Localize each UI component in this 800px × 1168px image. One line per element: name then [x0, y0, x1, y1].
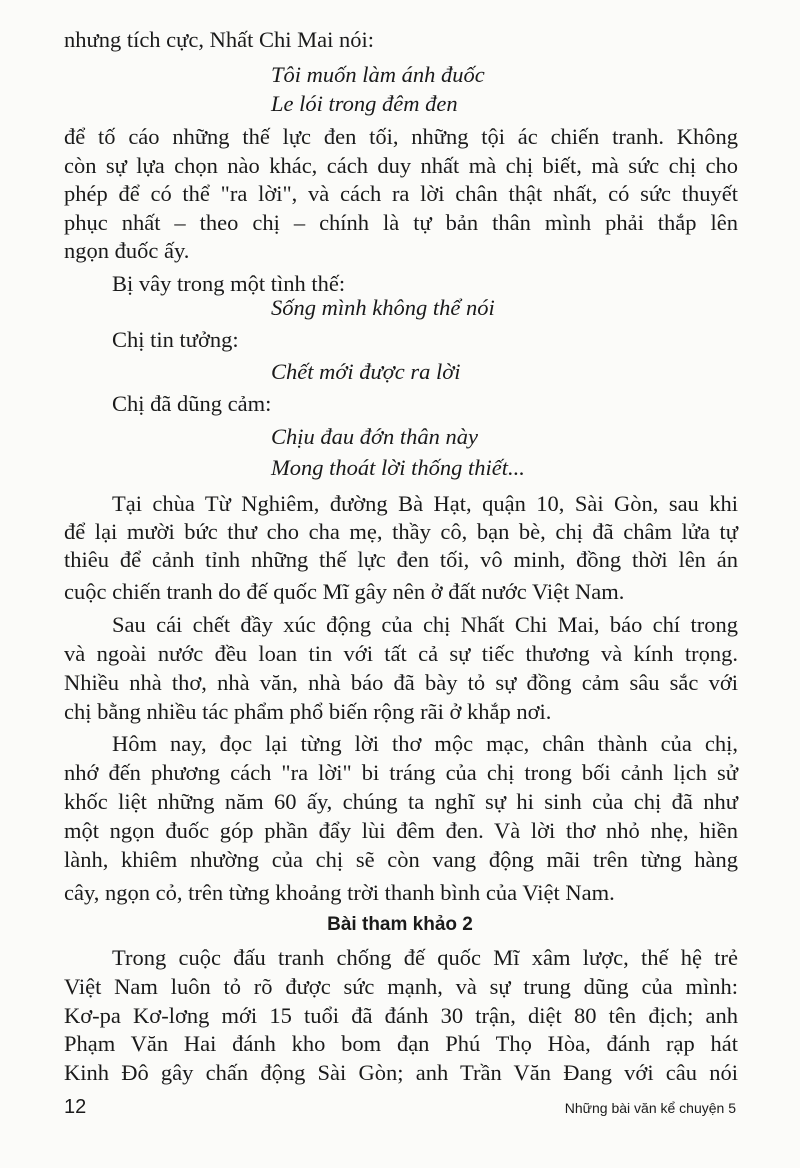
book-title-footer: Những bài văn kể chuyện 5: [564, 1100, 736, 1116]
text-line: phục nhất – theo chị – chính là tự bản thân mình phải thắp lên: [64, 210, 738, 235]
text-line: Nhiều nhà thơ, nhà văn, nhà báo đã bày tỏ sự đồng cảm sâu sắc với: [64, 670, 738, 695]
text-line: ngọn đuốc ấy.: [64, 238, 190, 263]
text-line: còn sự lựa chọn nào khác, cách duy nhất mà chị biết, mà sức chị cho: [64, 153, 738, 178]
text-line: Phạm Văn Hai đánh kho bom đạn Phú Thọ Hòa, đánh rạp hát: [64, 1031, 738, 1056]
text-line: Kinh Đô gây chấn động Sài Gòn; anh Trần Văn Đang với câu nói: [64, 1060, 738, 1085]
verse-line: Le lói trong đêm đen: [271, 91, 458, 116]
text-line: Bị vây trong một tình thế:: [112, 271, 346, 296]
text-line: thiêu để cảnh tỉnh những thế lực đen tối, vô minh, đồng thời lên án: [64, 547, 738, 572]
text-line: Tại chùa Từ Nghiêm, đường Bà Hạt, quận 10, Sài Gòn, sau khi: [112, 491, 738, 516]
page-number: 12: [64, 1096, 87, 1118]
text-line: lành, khiêm nhường của chị sẽ còn vang động mãi trên từng hàng: [64, 847, 738, 872]
text-line: Trong cuộc đấu tranh chống đế quốc Mĩ xâm lược, thế hệ trẻ: [112, 945, 738, 970]
verse-line: Mong thoát lời thống thiết...: [271, 455, 525, 480]
verse-line: Chết mới được ra lời: [271, 359, 461, 384]
text-line: và ngoài nước đều loan tin với tất cả sự tiếc thương và kính trọng.: [64, 641, 738, 666]
text-line: để tố cáo những thế lực đen tối, những tội ác chiến tranh. Không: [64, 124, 738, 149]
text-line: cuộc chiến tranh do đế quốc Mĩ gây nên ở đất nước Việt Nam.: [64, 579, 625, 604]
text-line: nhớ đến phương cách "ra lời" bi tráng của chị trong bối cảnh lịch sử: [64, 760, 738, 785]
verse-line: Tôi muốn làm ánh đuốc: [271, 62, 485, 87]
text-line: khốc liệt những năm 60 ấy, chúng ta nghĩ sự hi sinh của chị đã như: [64, 789, 738, 814]
section-heading: Bài tham khảo 2: [327, 914, 473, 935]
text-line: Hôm nay, đọc lại từng lời thơ mộc mạc, chân thành của chị,: [112, 731, 738, 756]
verse-line: Sống mình không thể nói: [271, 295, 495, 320]
text-line: để lại mười bức thư cho cha mẹ, thầy cô, bạn bè, chị đã châm lửa tự: [64, 519, 738, 544]
text-line: Sau cái chết đầy xúc động của chị Nhất Chi Mai, báo chí trong: [112, 612, 738, 637]
text-line: Việt Nam luôn tỏ rõ được sức mạnh, và sự trung dũng của mình:: [64, 974, 738, 999]
text-line: một ngọn đuốc góp phần đẩy lùi đêm đen. Và lời thơ nhỏ nhẹ, hiền: [64, 818, 738, 843]
text-line: chị bằng nhiều tác phẩm phổ biến rộng rãi ở khắp nơi.: [64, 699, 552, 724]
text-line: Chị đã dũng cảm:: [112, 391, 272, 416]
verse-line: Chịu đau đớn thân này: [271, 424, 479, 449]
text-line: nhưng tích cực, Nhất Chi Mai nói:: [64, 27, 374, 52]
text-line: phép để có thể "ra lời", và cách ra lời chân thật nhất, có sức thuyết: [64, 181, 738, 206]
text-line: Chị tin tưởng:: [112, 327, 239, 352]
text-line: Kơ-pa Kơ-lơng mới 15 tuổi đã đánh 30 trận, diệt 80 tên địch; anh: [64, 1003, 738, 1028]
text-line: cây, ngọn cỏ, trên từng khoảng trời thanh bình của Việt Nam.: [64, 880, 615, 905]
